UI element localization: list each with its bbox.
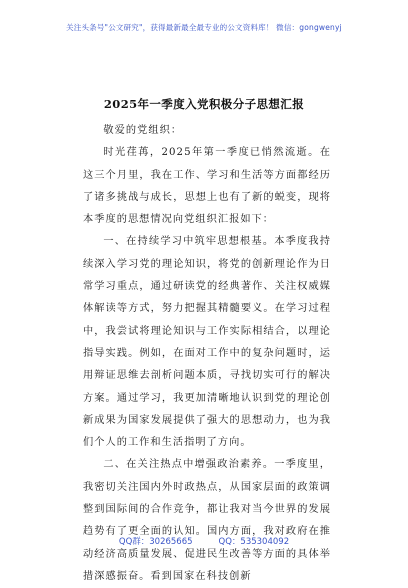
document-title: 2025年一季度入党积极分子思想汇报 — [103, 97, 305, 111]
document-body — [83, 118, 331, 588]
paragraph-section-2: 二、在关注热点中增强政治素养。一季度里，我密切关注国内外时政热点，从国家层面的政策调整到国际间的合作竞争，都让我对当今世界的发展趋势有了更全面的认知。国内方面，我对政府在推动经济高质量发展、促进民生改善等方面的具体举措深感振奋。看到国家在科技创新 — [83, 459, 331, 582]
footer-qq-number: QQ：535304092 — [218, 537, 290, 547]
salutation: 敬爱的党组织： — [103, 125, 183, 136]
footer-contact — [0, 535, 408, 547]
header-promo-note: 关注头条号"公文研究"，获得最新最全最专业的公文资料库！ 微信：gongwenyj — [66, 23, 342, 32]
paragraph-intro: 时光荏苒，2025年第一季度已悄然流逝。在这三个月里，我在工作、学习和生活等方面都经历了诸多挑战与成长，思想上也有了新的蜕变，现将本季度的思想情况向党组织汇报如下： — [83, 147, 331, 226]
paragraph-section-1: 一、在持续学习中筑牢思想根基。本季度我持续深入学习党的理论知识，将党的创新理论作为日常学习重点，通过研读党的经典著作、关注权威媒体解读等方式，努力把握其精髓要义。在学习过程中，我尝试将理论知识与工作实际相结合，以理论指导实践。例如，在面对工作中的复杂问题时，运用辩证思维去剖析问题本质，寻找切实可行的解决方案。通过学习，我更加清晰地认识到党的理论创新成果为国家发展提供了强大的思想动力，也为我们个人的工作和生活指明了方向。 — [83, 236, 331, 449]
footer-qq-group: QQ群：30265665 — [118, 537, 193, 547]
